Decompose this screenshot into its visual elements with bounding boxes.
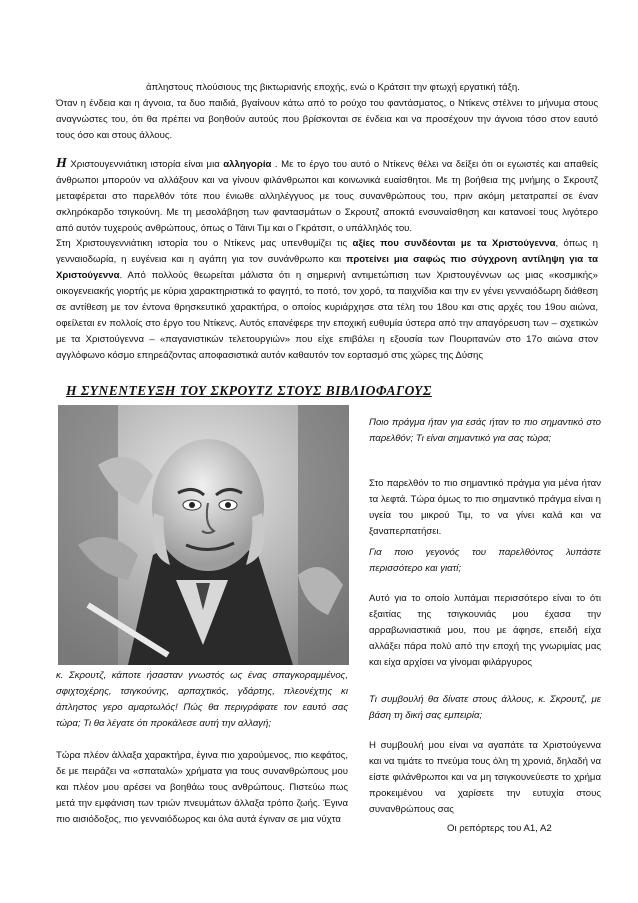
allegory-paragraph [56, 156, 598, 237]
values-bold-2: προτείνει μια σαφώς πιο σύγχρονη αντίληψη για τα Χριστούγεννα [56, 254, 598, 281]
allegory-text-1: Χριστουγεννιάτικη ιστορία είναι μια [66, 159, 224, 170]
right-question-2: Για ποιο γεγονός του παρελθόντος λυπάστε περισσότερο και γιατί; [369, 547, 601, 574]
left-answer: Τώρα πλέον άλλαξα χαρακτήρα, έγινα πιο χαρούμενος, πιο κεφάτος, δε με πειράζει να «σπαταλώ» χρήματα για τους συνανθρώπους μου και πλέον μου αρέσει να βοηθάω τους ανθρώπους. Πιστεύω πως μετά την εμφάνιση των τριών πνευμάτων άλλαξα τρόπο ζωής. Έγινα πιο αισιόδοξος, πιο γενναιόδωρος και όλα αυτά έγιναν σε μια νύχτα [56, 750, 348, 825]
intro-line: άπληστους πλούσιους της βικτωριανής εποχής, ενώ ο Κράτσιτ την φτωχή εργατική τάξη. [146, 82, 520, 93]
right-answer-3: Η συμβουλή μου είναι να αγαπάτε τα Χριστούγεννα και να τιμάτε το πνεύμα τους όλη τη χρονιά, δηλαδή να είστε φιλάνθρωποι και να μη τσιγκουνεύεστε το χρήμα προκειμένου να χαρίσετε την ευτυχία στους συνανθρώπους σας [369, 740, 601, 815]
intro-paragraph: Όταν η ένδεια και η άγνοια, τα δυο παιδιά, βγαίνουν κάτω από το ρούχο του φαντάσματος, ο Ντίκενς στέλνει το μήνυμα στους αναγνώστες του, ότι θα πρέπει να βοηθούν αυτούς που βρίσκονται σε ένδεια και να προσέχουν την άγνοια τόσο στον εαυτό τους όσο και στους άλλους. [56, 98, 598, 141]
right-answer-2: Αυτό για το οποίο λυπάμαι περισσότερο είναι το ότι εξαιτίας της τσιγκουνιάς μου έχασα την αρραβωνιαστικιά μου, που με άφησε, επειδή είχα αλλάξει πάρα πολύ από την εποχή της γνωριμίας μας και είχα αρχίσει να γίνομαι φιλάργυρος [369, 593, 601, 668]
interview-title: Η ΣΥΝΕΝΤΕΥΞΗ ΤΟΥ ΣΚΡΟΥΤΖ ΣΤΟΥΣ ΒΙΒΛΙΟΦΑΓΟΥΣ [66, 383, 432, 398]
scrooge-drawing [58, 405, 349, 665]
values-paragraph [56, 236, 598, 364]
values-bold-1: αξίες που συνδέονται με τα Χριστούγεννα [352, 238, 556, 249]
drop-letter: Η [56, 156, 67, 171]
right-question-3: Τι συμβουλή θα δίνατε στους άλλους, κ. Σκρουτζ, με βάση τη δική σας εμπειρία; [369, 694, 601, 721]
signature: Οι ρεπόρτερς του Α1, Α2 [447, 823, 552, 834]
allegory-bold: αλληγορία [223, 159, 272, 170]
left-question: κ. Σκρουτζ, κάποτε ήσασταν γνωστός ως ένας σπαγκοραμμένος, σφιχτοχέρης, τσιγκούνης, αρπαχτικός, γδάρτης, πλεονέχτης κι άπληστος γερο αμαρτωλός! Πώς θα περιγράφατε τον εαυτό σας τώρα; Τι θα λέγατε ότι προκάλεσε αυτή την αλλαγή; [56, 670, 348, 729]
values-text-1: Στη Χριστουγεννιάτικη ιστορία του ο Ντίκενς μας υπενθυμίζει τις [56, 238, 353, 249]
right-question-1: Ποιο πράγμα ήταν για εσάς ήταν το πιο σημαντικό στο παρελθόν; Τι είναι σημαντικό για σας τώρα; [369, 417, 601, 444]
scrooge-illustration [58, 405, 349, 665]
right-answer-1: Στο παρελθόν το πιο σημαντικό πράγμα για μένα ήταν τα λεφτά. Τώρα όμως το πιο σημαντικό πράγμα είναι η υγεία του μικρού Τιμ, το να γίνει καλά και να ξαναπερπατήσει. [369, 478, 601, 537]
values-text-2: , όπως η γενναιοδωρία, η ευγένεια και η αγάπη για τον συνάνθρωπο και [56, 238, 598, 265]
allegory-text-2: . Με το έργο του αυτό ο Ντίκενς θέλει να δείξει ότι οι εγωιστές και απαθείς άνθρωποι μπορούν να αλλάξουν και να γίνουν φιλάνθρωποι και κοινωνικά ευαίσθητοι. Με τη βοήθεια της μνήμης ο Σκρουτζ μεταφέρεται στο παρελθόν τότε που ένιωθε αλληλέγγυος με τους συνανθρώπους του, πριν ακόμη μετατραπεί σε έναν σκληρόκαρδο τσιγκούνη. Με τη μεσολάβηση των φαντασμάτων ο Σκρουτζ αποκτά ενσυναίσθηση και κατανοεί τους λιγότερο από αυτόν τυχερούς ανθρώπους, όπως ο Τάινι Τιμ και ο Γκράτσιτ, ο υπάλληλός του. [56, 159, 598, 234]
values-text-3: . Από πολλούς θεωρείται μάλιστα ότι η σημερινή αντιμετώπιση των Χριστουγέννων ως μιας «κοσμικής» οικογενειακής γιορτής με κύρια χαρακτηριστικά το φαγητό, το ποτό, τον χορό, τα παιχνίδια και την εν γένει γενναιόδωρη διάθεση σε αντίθεση με τον έντονα θρησκευτικό χαρακτήρα, ο οποίος κυριάρχησε στα τέλη του 18ου και στις αρχές του 19ου αιώνα, οφείλεται εν πολλοίς στο έργο του Ντίκενς. Αυτός επανέφερε την εποχική ευθυμία ύστερα από την απαγόρευση των – σχετικών με τα Χριστούγεννα – «παγανιστικών τελετουργιών» που είχε επιβάλει η εξουσία των Πουριτανών στο 17ο αιώνα στον αγγλόφωνο κόσμο επηρεάζοντας αποφασιστικά αυτόν καθαυτόν τον εορτασμό στις χώρες της Δύσης [56, 270, 598, 361]
